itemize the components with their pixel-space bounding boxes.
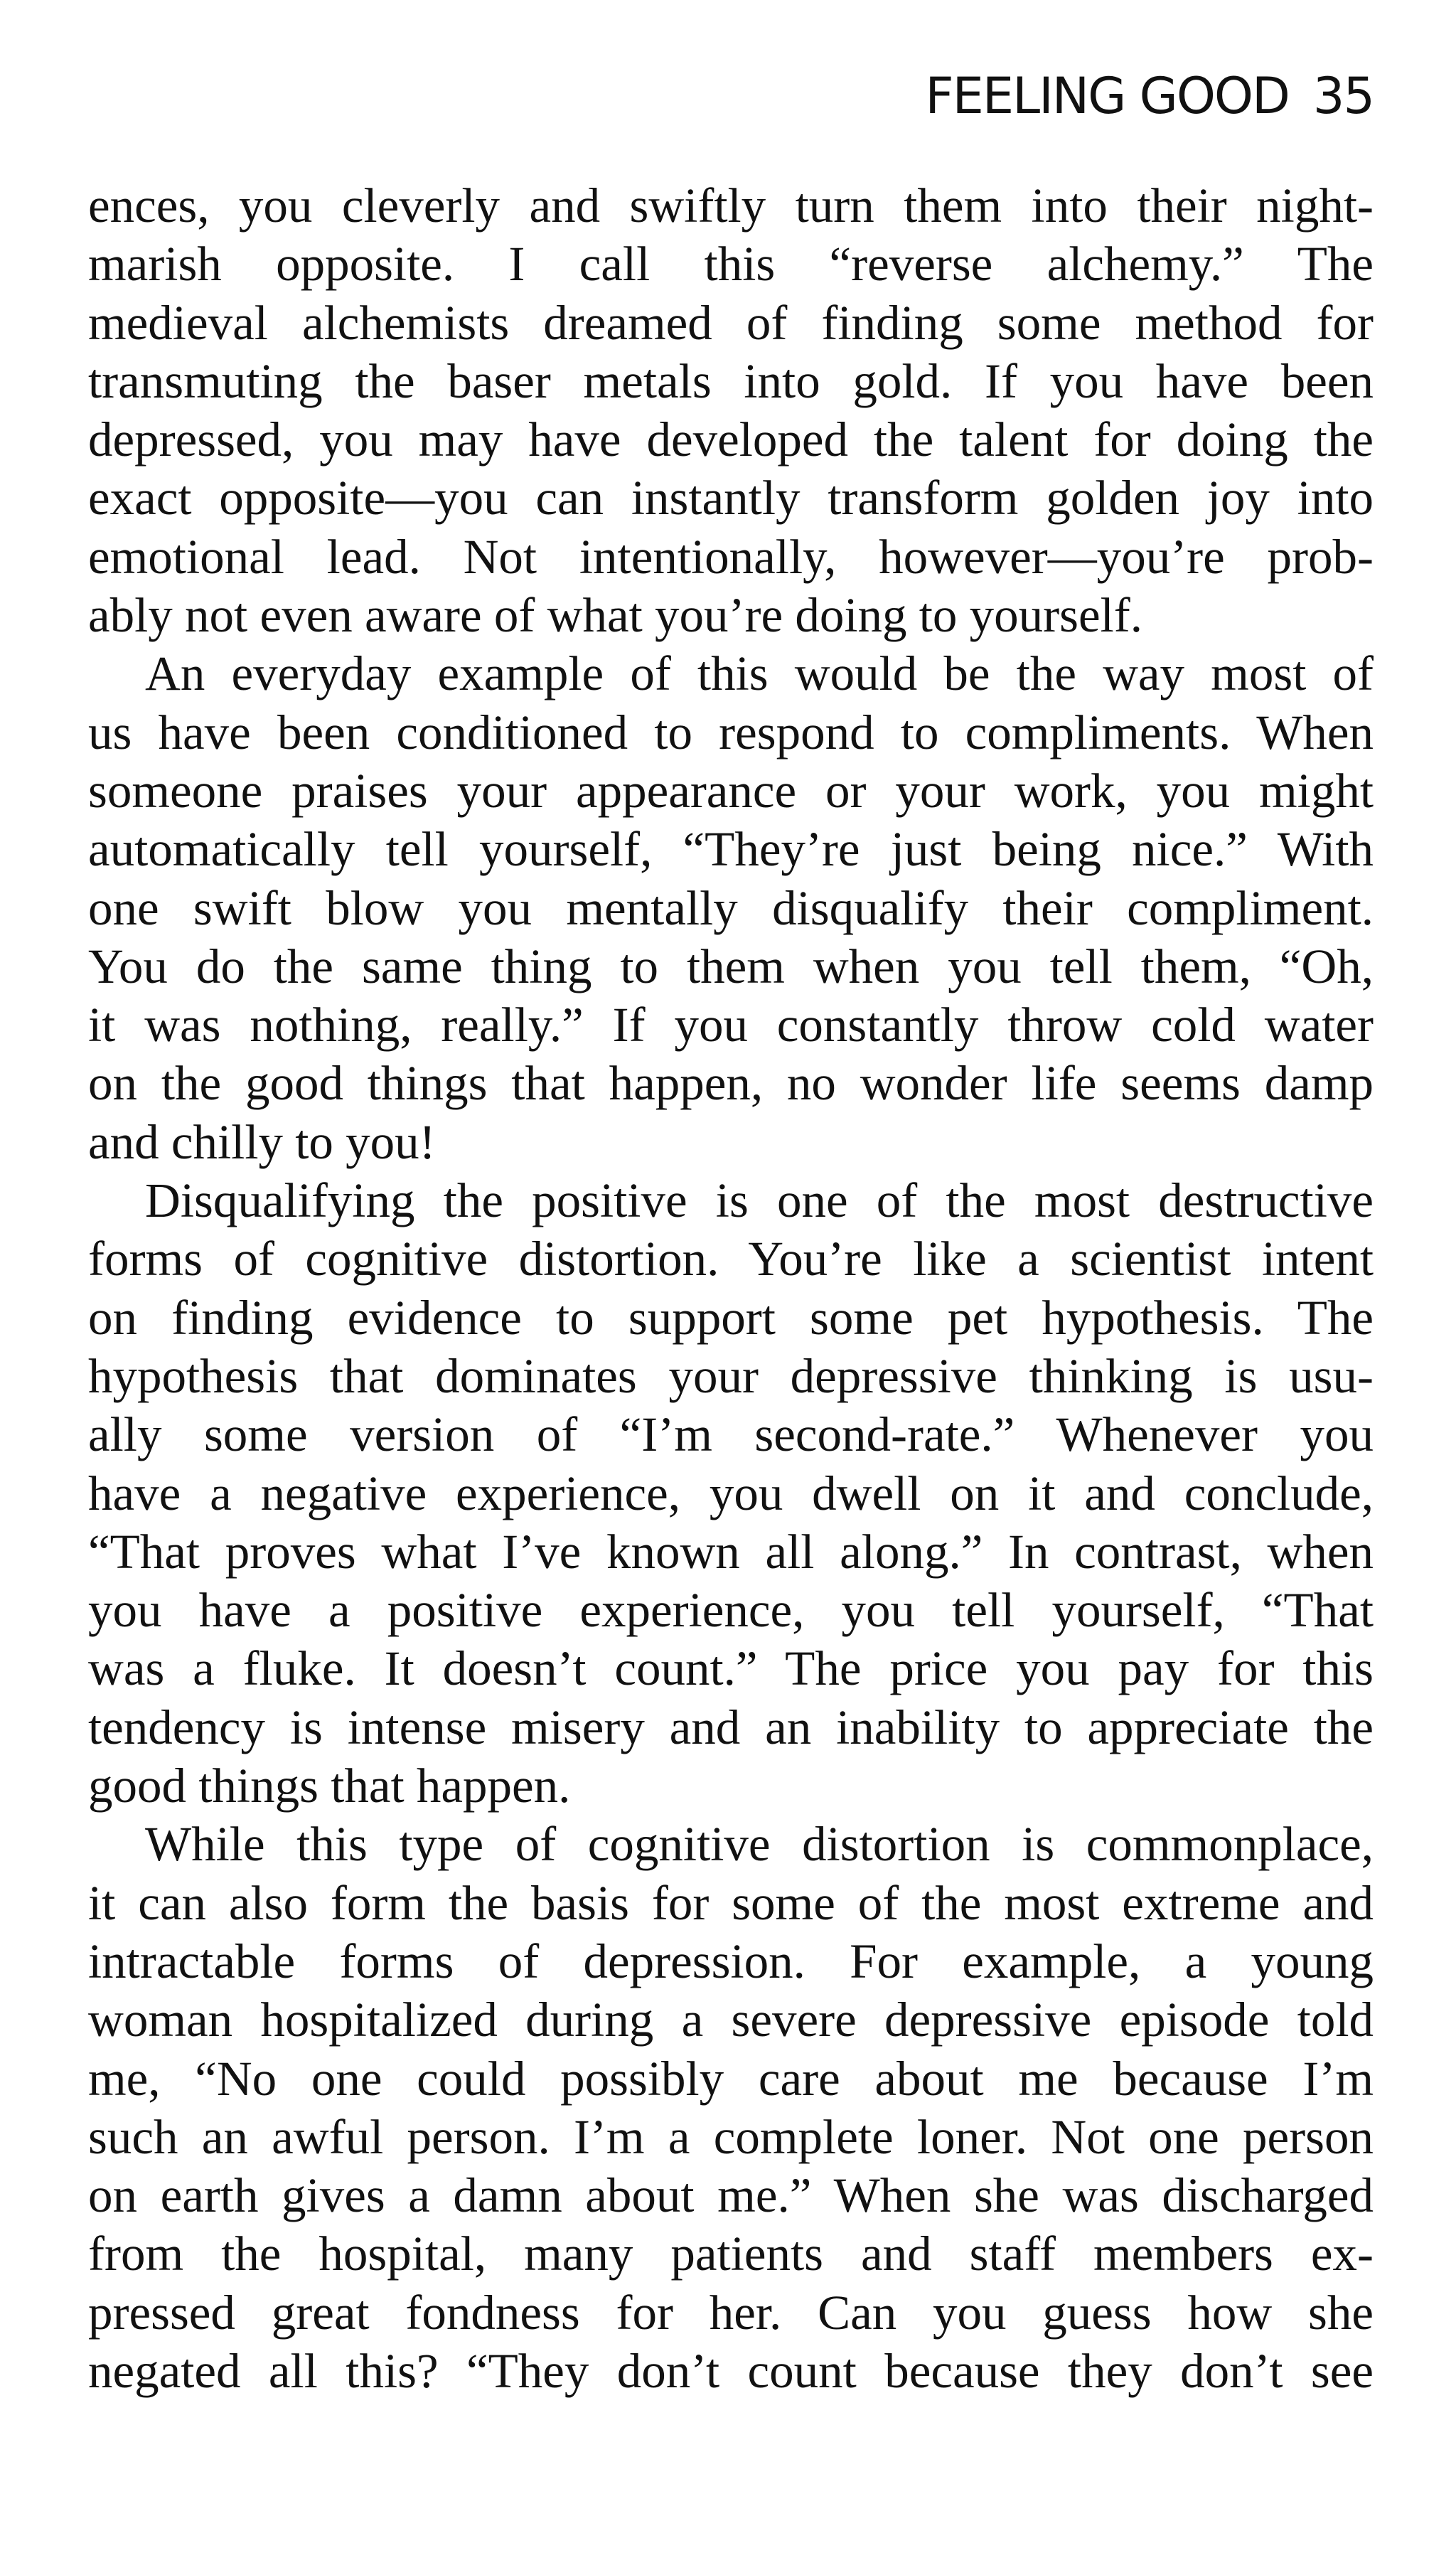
text-line: forms of cognitive distortion. You’re like a scientist intent [88,1232,1374,1286]
text-line: medieval alchemists dreamed of finding some method for [88,295,1374,350]
page-number: 35 [1312,67,1374,125]
text-line: marish opposite. I call this “reverse alchemy.” The [88,237,1374,292]
running-head [925,67,1374,125]
text-line: ally some version of “I’m second-rate.” Whenever you [88,1407,1374,1462]
text-line: it can also form the basis for some of the most extreme and [88,1875,1374,1930]
text-line: you have a positive experience, you tell yourself, “That [88,1583,1374,1638]
text-line: intractable forms of depression. For example, a young [88,1934,1374,1988]
text-line: was a fluke. It doesn’t count.” The price you pay for this [88,1641,1374,1696]
text-line: emotional lead. Not intentionally, however—you’re prob- [88,529,1374,584]
body-text [88,176,1374,2400]
text-line: and chilly to you! [88,1114,436,1169]
text-line: hypothesis that dominates your depressive thinking is usu- [88,1348,1374,1403]
text-line: tendency is intense misery and an inability to appreciate the [88,1700,1374,1754]
text-line: from the hospital, many patients and staff members ex- [88,2227,1374,2281]
text-line: pressed great fondness for her. Can you guess how she [88,2285,1374,2340]
text-line: An everyday example of this would be the way most of [145,646,1374,701]
paragraph [88,644,1374,1171]
text-line: good things that happen. [88,1759,571,1813]
paragraph [88,1815,1374,2400]
text-line: it was nothing, really.” If you constantly throw cold water [88,998,1374,1052]
text-line: have a negative experience, you dwell on it and conclude, [88,1466,1374,1520]
text-line: transmuting the baser metals into gold. If you have been [88,353,1374,408]
text-line: woman hospitalized during a severe depressive episode told [88,1993,1374,2047]
text-line: us have been conditioned to respond to compliments. When [88,705,1374,759]
text-line: me, “No one could possibly care about me because I’m [88,2051,1374,2106]
text-line: someone praises your appearance or your work, you might [88,763,1374,818]
text-line: You do the same thing to them when you tell them, “Oh, [88,939,1374,993]
text-line: negated all this? “They don’t count because they don’t see [88,2343,1374,2398]
text-line: depressed, you may have developed the talent for doing the [88,412,1374,467]
text-line: one swift blow you mentally disqualify their compliment. [88,880,1374,935]
running-head-title: FEELING GOOD [925,67,1289,125]
text-line: While this type of cognitive distortion is commonplace, [145,1817,1374,1872]
text-line: exact opposite—you can instantly transform golden joy into [88,471,1374,526]
text-line: automatically tell yourself, “They’re just being nice.” With [88,822,1374,877]
text-line: ences, you cleverly and swiftly turn them into their night- [88,178,1374,233]
text-line: Disqualifying the positive is one of the most destructive [145,1173,1374,1228]
paragraph [88,1171,1374,1815]
text-line: on earth gives a damn about me.” When she was discharged [88,2168,1374,2223]
text-line: on finding evidence to support some pet hypothesis. The [88,1290,1374,1345]
text-line: ably not even aware of what you’re doing to yourself. [88,588,1143,643]
text-line: such an awful person. I’m a complete loner. Not one person [88,2109,1374,2164]
text-line: on the good things that happen, no wonder life seems damp [88,1056,1374,1111]
paragraph [88,176,1374,644]
text-line: “That proves what I’ve known all along.” In contrast, when [88,1524,1374,1579]
